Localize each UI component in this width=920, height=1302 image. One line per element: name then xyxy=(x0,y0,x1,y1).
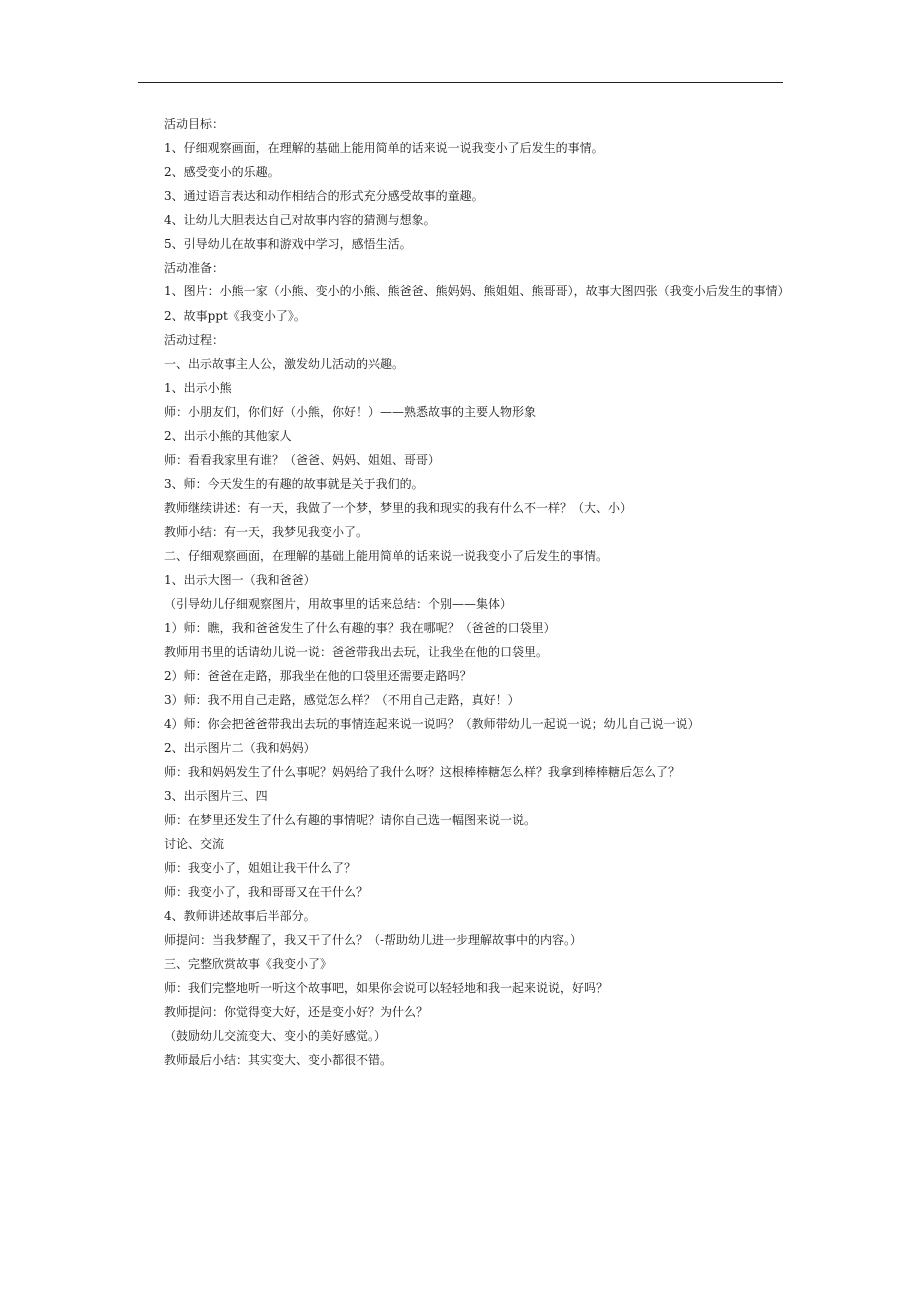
step-line: 1、出示小熊 xyxy=(164,381,232,395)
step-line: 3）师：我不用自己走路，感觉怎么样？（不用自己走路，真好！） xyxy=(164,693,520,707)
goal-item: 4、让幼儿大胆表达自己对故事内容的猜测与想象。 xyxy=(164,213,436,227)
step-line: （引导幼儿仔细观察图片，用故事里的话来总结：个别——集体） xyxy=(164,597,513,611)
step-line: 2、出示图片二（我和妈妈） xyxy=(164,741,316,755)
step-line: 教师用书里的话请幼儿说一说：爸爸带我出去玩，让我坐在他的口袋里。 xyxy=(164,645,549,659)
step-line: 3、师：今天发生的有趣的故事就是关于我们的。 xyxy=(164,477,424,491)
step-line: 教师最后小结：其实变大、变小都很不错。 xyxy=(164,1053,393,1067)
section-heading: 二、仔细观察画面，在理解的基础上能用简单的话来说一说我变小了后发生的事情。 xyxy=(164,549,609,563)
step-line: 教师继续讲述：有一天，我做了一个梦，梦里的我和现实的我有什么不一样？（大、小） xyxy=(164,501,633,515)
section-heading: 一、出示故事主人公，激发幼儿活动的兴趣。 xyxy=(164,357,405,371)
step-line: 3、出示图片三、四 xyxy=(164,789,268,803)
step-line: 师：我变小了，我和哥哥又在干什么？ xyxy=(164,885,369,899)
step-line: 教师小结：有一天，我梦见我变小了。 xyxy=(164,525,369,539)
step-line: 师：看看我家里有谁？（爸爸、妈妈、姐姐、哥哥） xyxy=(164,453,441,467)
step-line: 4）师：你会把爸爸带我出去玩的事情连起来说一说吗？（教师带幼儿一起说一说；幼儿自己说一说） xyxy=(164,717,700,731)
document-body xyxy=(140,112,790,1072)
preparation-item: 1、图片：小熊一家（小熊、变小的小熊、熊爸爸、熊妈妈、熊姐姐、熊哥哥），故事大图四张（我变小后发生的事情） xyxy=(164,284,790,298)
goal-item: 2、感受变小的乐趣。 xyxy=(164,165,280,179)
step-line: 师提问：当我梦醒了，我又干了什么？（-帮助幼儿进一步理解故事中的内容。） xyxy=(164,933,583,947)
header-rule xyxy=(138,82,783,83)
step-line: （鼓励幼儿交流变大、变小的美好感觉。） xyxy=(164,1029,387,1043)
step-line: 教师提问：你觉得变大好，还是变小好？为什么？ xyxy=(164,1005,429,1019)
step-line: 4、教师讲述故事后半部分。 xyxy=(164,909,316,923)
step-line: 2、出示小熊的其他家人 xyxy=(164,429,292,443)
step-line: 师：在梦里还发生了什么有趣的事情呢？请你自己选一幅图来说一说。 xyxy=(164,813,537,827)
step-line: 师：小朋友们，你们好（小熊，你好！）——熟悉故事的主要人物形象 xyxy=(164,405,537,419)
goal-item: 1、仔细观察画面，在理解的基础上能用简单的话来说一说我变小了后发生的事情。 xyxy=(164,141,604,155)
goal-item: 5、引导幼儿在故事和游戏中学习，感悟生活。 xyxy=(164,237,412,251)
step-line: 2）师：爸爸在走路，那我坐在他的口袋里还需要走路吗？ xyxy=(164,669,472,683)
heading-preparation: 活动准备： xyxy=(164,261,225,275)
goal-item: 3、通过语言表达和动作相结合的形式充分感受故事的童趣。 xyxy=(164,189,484,203)
step-line: 1、出示大图一（我和爸爸） xyxy=(164,573,316,587)
heading-goals: 活动目标： xyxy=(164,117,225,131)
step-line: 师：我们完整地听一听这个故事吧，如果你会说可以轻轻地和我一起来说说，好吗？ xyxy=(164,981,609,995)
step-line: 师：我和妈妈发生了什么事呢？妈妈给了我什么呀？这根棒棒糖怎么样？我拿到棒棒糖后怎么了？ xyxy=(164,765,681,779)
heading-process: 活动过程： xyxy=(164,333,225,347)
step-line: 1）师：瞧，我和爸爸发生了什么有趣的事？我在哪呢？（爸爸的口袋里） xyxy=(164,621,556,635)
section-heading: 三、完整欣赏故事《我变小了》 xyxy=(164,957,333,971)
preparation-item: 2、故事ppt《我变小了》。 xyxy=(164,309,306,323)
step-line: 师：我变小了，姐姐让我干什么了？ xyxy=(164,861,357,875)
step-line: 讨论、交流 xyxy=(164,837,225,851)
